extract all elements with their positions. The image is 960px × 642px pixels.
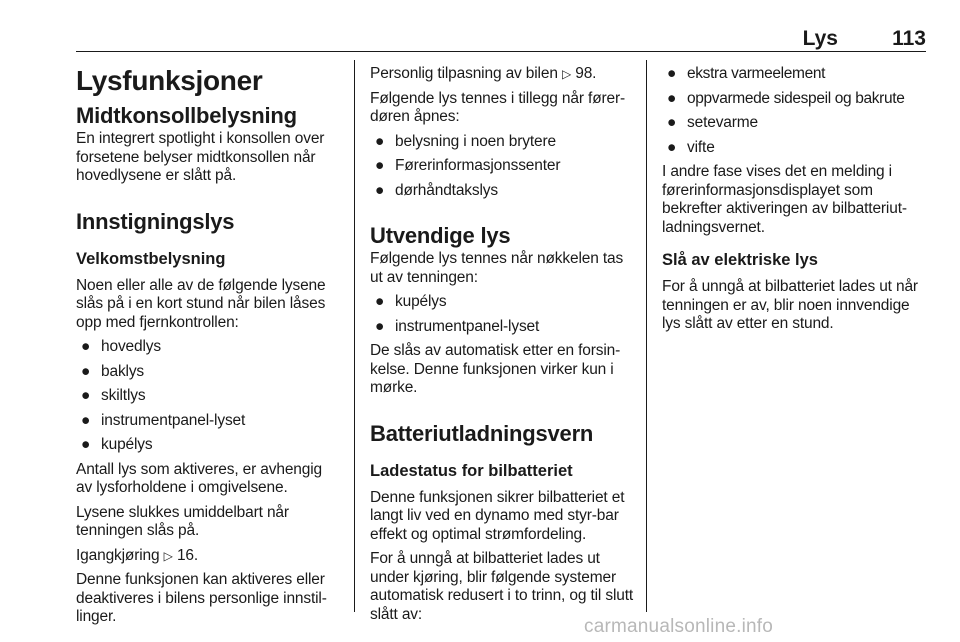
list-item: ● kupélys (375, 293, 447, 310)
paragraph: Lysene slukkes umiddelbart når tenningen slås på. (76, 503, 289, 539)
list-item: ● instrumentpanel-lyset (375, 317, 540, 335)
column-3 (662, 60, 928, 334)
column-2 (370, 60, 634, 624)
list-item: ● vifte (667, 138, 715, 156)
paragraph: De slås av automatisk etter en forsin-kelse. Denne funksjonen virker kun i mørke. (370, 342, 621, 396)
list-item: ● instrumentpanel-lyset (81, 411, 246, 429)
bullet-icon: ● (375, 317, 385, 335)
list-item: ● oppvarmede sidespeil og bakrute (667, 89, 905, 107)
bullet-list (370, 293, 634, 336)
heading-innstigning: Innstigningslys (76, 208, 235, 234)
bullet-icon: ● (81, 411, 91, 429)
bullet-list (76, 338, 342, 455)
list-item: ● hovedlys (81, 338, 161, 355)
bullet-icon: ● (375, 132, 385, 150)
list-item: ● belysning i noen brytere (375, 132, 556, 150)
paragraph: For å unngå at bilbatteriet lades ut under kjøring, blir følgende systemer automatisk redusert i to trinn, og til slutt slått av: (370, 550, 634, 623)
paragraph: Følgende lys tennes i tillegg når fører-døren åpnes: (370, 89, 626, 125)
section-title: Lys (802, 27, 838, 50)
bullet-icon: ● (81, 387, 91, 404)
bullet-icon: ● (81, 362, 91, 380)
reference-arrow-icon: ▷ (561, 67, 572, 81)
bullet-icon: ● (81, 338, 91, 355)
paragraph: Følgende lys tennes når nøkkelen tas ut av tenningen: (370, 250, 624, 286)
heading-sla-av: Slå av elektriske lys (662, 251, 818, 269)
bullet-icon: ● (81, 436, 91, 453)
bullet-icon: ● (667, 138, 677, 156)
heading-utvendige: Utvendige lys (370, 223, 511, 248)
list-item: ● baklys (81, 362, 145, 380)
paragraph: Antall lys som aktiveres, er avhengig av lysforholdene i omgivelsene. (76, 460, 323, 496)
column-1 (76, 60, 342, 627)
page-number: 113 (892, 27, 926, 50)
paragraph: Denne funksjonen sikrer bilbatteriet et langt liv ved en dynamo med styr-bar effekt og optimal strømfordeling. (370, 488, 625, 543)
page-header (76, 25, 926, 52)
column-divider (646, 60, 647, 612)
heading-midtkonsoll: Midtkonsollbelysning (76, 103, 297, 128)
bullet-icon: ● (667, 65, 677, 82)
heading-velkomst: Velkomstbelysning (76, 249, 226, 268)
paragraph: For å unngå at bilbatteriet lades ut når tenningen er av, blir noen innvendige lys slått av etter en stund. (662, 278, 918, 332)
paragraph: I andre fase vises det en melding i førerinformasjonsdisplayet som bekrefter aktiveringen av bilbatteriut-ladningsvernet. (662, 163, 907, 236)
bullet-icon: ● (375, 157, 385, 174)
bullet-icon: ● (375, 293, 385, 310)
paragraph: Denne funksjonen kan aktiveres eller deaktiveres i bilens personlige innstil-linger. (76, 571, 327, 625)
heading-ladestatus: Ladestatus for bilbatteriet (370, 461, 573, 480)
list-item: ● skiltlys (81, 387, 146, 404)
chapter-title: Lysfunksjoner (76, 65, 263, 96)
column-divider (354, 60, 355, 612)
list-item: ● setevarme (667, 114, 759, 131)
list-item: ● ekstra varmeelement (667, 65, 826, 82)
bullet-icon: ● (667, 89, 677, 107)
paragraph: En integrert spotlight i konsollen over forsetene belyser midtkonsollen når hovedlysene er slått på. (76, 130, 325, 184)
reference-arrow-icon: ▷ (163, 548, 173, 563)
bullet-icon: ● (667, 114, 677, 131)
bullet-list (662, 65, 928, 157)
paragraph: Igangkjøring ▷ 16. (76, 546, 199, 564)
watermark: carmanualsonline.info (584, 616, 774, 637)
paragraph: Noen eller alle av de følgende lysene slås på i en kort stund når bilen låses opp med fjernkontrollen: (76, 276, 326, 331)
heading-batteri: Batteriutladningsvern (370, 420, 594, 446)
list-item: ● kupélys (81, 436, 153, 453)
list-item: ● Førerinformasjonssenter (375, 157, 561, 174)
bullet-list (370, 133, 634, 201)
paragraph: Personlig tilpasning av bilen ▷ 98. (370, 65, 597, 82)
bullet-icon: ● (375, 181, 385, 199)
list-item: ● dørhåndtakslys (375, 181, 499, 199)
